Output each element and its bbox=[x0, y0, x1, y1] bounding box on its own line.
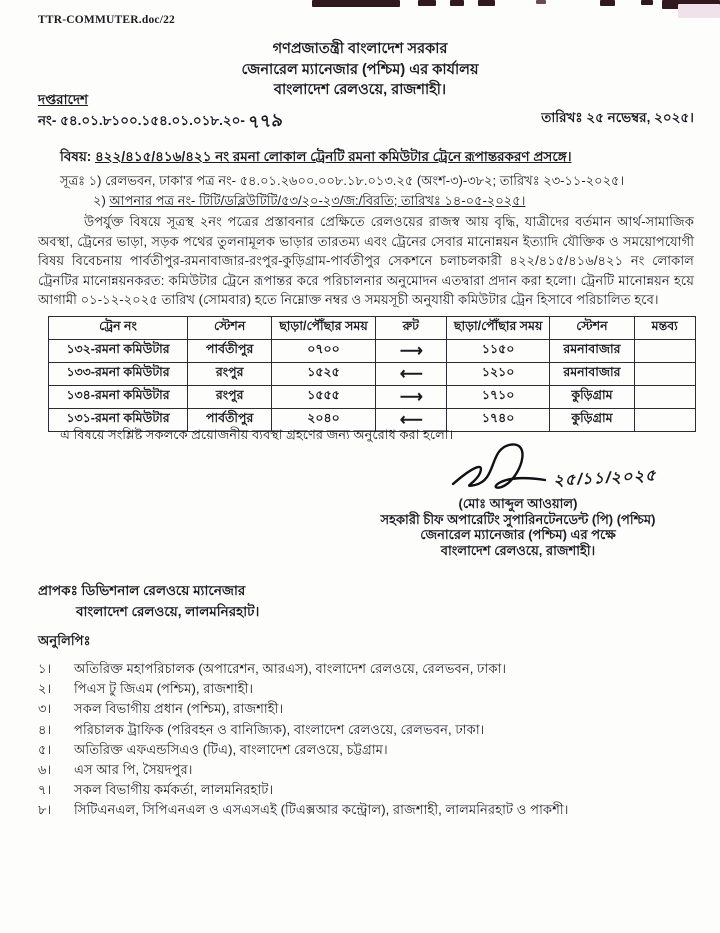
cc-item-number: ৫। bbox=[38, 741, 52, 757]
header-station-left: স্টেশন bbox=[188, 317, 272, 340]
station-cell: কুড়িগ্রাম bbox=[550, 409, 634, 432]
cc-item-text: সিটিএনএল, সিপিএনএল ও এসএসএই (টিএক্সআর কন্ট্রোল), রাজশাহী, লালমনিরহাট ও পাকশী। bbox=[74, 802, 569, 818]
reference-2-no: ২) bbox=[93, 192, 106, 208]
train-no-cell: ১৩৩-রমনা কমিউটার bbox=[49, 363, 188, 386]
table-row bbox=[49, 386, 696, 409]
cc-item bbox=[38, 740, 700, 760]
train-no-cell: ১৩২-রমনা কমিউটার bbox=[49, 340, 188, 363]
time-cell: ১৭১০ bbox=[446, 386, 550, 409]
table-row bbox=[49, 363, 696, 386]
recipient-line1: প্রাপকঃ ডিভিশনাল রেলওয়ে ম্যানেজার bbox=[38, 583, 246, 598]
cc-item-text: পরিচালক ট্রাফিক (পরিবহন ও বানিজ্যিক), বাংলাদেশ রেলওয়ে, রেলভবন, ঢাকা। bbox=[74, 721, 485, 737]
station-cell: পার্বতীপুর bbox=[188, 340, 272, 363]
train-no-cell: ১৩৪-রমনা কমিউটার bbox=[49, 386, 188, 409]
subject-text: ৪২২/৪১৫/৪১৬/৪২১ নং রমনা লোকাল ট্রেনটি রমনা কমিউটার ট্রেনে রূপান্তরকরণ প্রসঙ্গে। bbox=[95, 149, 572, 164]
train-schedule-table bbox=[48, 316, 696, 432]
time-cell: ০৭০০ bbox=[272, 340, 376, 363]
cc-item-number: ৮। bbox=[38, 802, 52, 818]
cc-item bbox=[38, 780, 700, 800]
time-cell: ২০৪০ bbox=[272, 409, 376, 432]
signatory-designation: সহকারী চীফ অপারেটিং সুপারিনটেনডেন্ট (পি) (পশ্চিম) bbox=[380, 511, 656, 527]
scan-artifact bbox=[478, 0, 495, 6]
train-no-cell: ১৩১-রমনা কমিউটার bbox=[49, 409, 188, 432]
route-arrow-left-icon: ⟵ bbox=[375, 409, 446, 432]
remarks-cell bbox=[634, 386, 696, 409]
header-time-left: ছাড়া/পৌঁছার সময় bbox=[272, 317, 376, 340]
cc-item-number: ৩। bbox=[38, 701, 52, 717]
scan-artifact bbox=[678, 4, 720, 18]
station-cell: রংপুর bbox=[188, 386, 272, 409]
cc-item-text: এস আর পি, সৈয়দপুর। bbox=[74, 762, 193, 778]
time-cell: ১১৫০ bbox=[446, 340, 550, 363]
order-type-label: দপ্তরাদেশ bbox=[38, 92, 89, 107]
header-remarks: মন্তব্য bbox=[634, 317, 696, 340]
cc-item-number: ৬। bbox=[38, 762, 52, 778]
signature-handwritten-date: ২৫/১১/২০২৫ bbox=[552, 467, 660, 490]
scan-artifact bbox=[418, 0, 436, 6]
station-cell: রমনাবাজার bbox=[550, 340, 634, 363]
letterhead-org: বাংলাদেশ রেলওয়ে, রাজশাহী। bbox=[273, 82, 447, 98]
scan-artifact bbox=[536, 0, 546, 4]
reference-1 bbox=[60, 171, 696, 191]
letterhead-office: জেনারেল ম্যানেজার (পশ্চিম) এর কার্যালয় bbox=[241, 61, 479, 78]
cc-item-number: ১। bbox=[38, 661, 52, 676]
signatory-name: (মোঃ আব্দুল আওয়াল) bbox=[458, 496, 578, 511]
time-cell: ১৫২৫ bbox=[272, 363, 376, 386]
subject-label: বিষয়: bbox=[60, 149, 92, 164]
header-time-right: ছাড়া/পৌঁছার সময় bbox=[446, 317, 550, 340]
recipient-line2: বাংলাদেশ রেলওয়ে, লালমনিরহাট। bbox=[76, 604, 260, 619]
reference-2 bbox=[60, 191, 696, 211]
time-cell: ১৫৫৫ bbox=[272, 386, 376, 409]
reference-1-text: ১) রেলভবন, ঢাকা'র পত্র নং- ৫৪.০১.২৬০০.০০৮.১৮.০১৩.২৫ (অংশ-৩)-৩৮২; তারিখঃ ২৩-১১-২০২৫। bbox=[88, 173, 625, 188]
cc-item-number: ৪। bbox=[38, 721, 52, 737]
letterhead-government: গণপ্রজাতন্ত্রী বাংলাদেশ সরকার bbox=[272, 41, 448, 57]
scan-artifact bbox=[312, 0, 400, 7]
cc-label: অনুলিপিঃ bbox=[38, 633, 91, 648]
remarks-cell bbox=[634, 363, 696, 386]
letter-body: উপর্যুক্ত বিষয়ে সূত্রস্থ ২নং পত্রের প্রস্তাবনার প্রেক্ষিতে রেলওয়ের রাজস্ব আয় বৃদ্ধি, যাত্রীদের বর্তমান আর্থ-সামাজিক অবস্থা, ট্রেনের ভাড়া, সড়ক পথের তুলনামূলক ভাড়ার তারতম্য এবং ট্রেনের সেবার মানোন্নয়ন ইত্যাদি যৌক্তিক ও সময়োপযোগী বিষয় বিবেচনায় পার্বতীপুর-রমনাবাজার-রংপুর-কুড়িগ্রাম-পার্বতীপুর সেকশনে চলাচলকারী ৪২২/৪১৫/৪১৬/৪২১ নং লোকাল ট্রেনটির মানোন্নয়নকরত: কমিউটার ট্রেনে রূপান্তর করে পরিচালনার অনুমোদন এতদ্বারা প্রদান করা হলো। ট্রেনটি মানোন্নয়ন হয়ে আগামী ০১-১২-২০২৫ তারিখ (সোমবার) হতে নিম্নোক্ত নম্বর ও সময়সূচী অনুযায়ী কমিউটার ট্রেন হিসাবে পরিচালিত হবে। bbox=[38, 214, 694, 308]
header-station-right: স্টেশন bbox=[550, 317, 634, 340]
cc-item-text: অতিরিক্ত এফএন্ডসিএও (টিএ), বাংলাদেশ রেলওয়ে, চট্টগ্রাম। bbox=[74, 741, 388, 757]
scan-artifact bbox=[600, 0, 615, 6]
station-cell: কুড়িগ্রাম bbox=[550, 386, 634, 409]
signatory-on-behalf: জেনারেল ম্যানেজার (পশ্চিম) এর পক্ষে bbox=[420, 527, 616, 542]
signature-block bbox=[338, 438, 698, 558]
cc-item-text: সকল বিভাগীয় কর্মকর্তা, লালমনিরহাট। bbox=[74, 782, 274, 798]
cc-item bbox=[38, 659, 700, 679]
subject-line bbox=[60, 146, 690, 169]
cc-item bbox=[38, 679, 700, 699]
issue-date: তারিখঃ ২৫ নভেম্বর, ২০২৫। bbox=[541, 110, 694, 125]
remarks-cell bbox=[634, 340, 696, 363]
header-route: রুট bbox=[375, 317, 446, 340]
scan-artifact bbox=[450, 0, 464, 6]
route-arrow-right-icon: ⟶ bbox=[375, 340, 446, 363]
route-arrow-left-icon: ⟵ bbox=[375, 363, 446, 386]
cc-item-text: সকল বিভাগীয় প্রধান (পশ্চিম), রাজশাহী। bbox=[74, 701, 284, 717]
signatory-details bbox=[338, 496, 698, 558]
route-arrow-right-icon: ⟶ bbox=[375, 386, 446, 409]
memo-number-printed: নং- ৫৪.০১.৮১০০.১৫৪.০১.০১৮.২০- bbox=[38, 113, 245, 128]
recipient-block bbox=[38, 580, 259, 622]
memo-number bbox=[38, 107, 283, 138]
reference-label: সূত্রঃ bbox=[60, 173, 86, 188]
cc-item-text: অতিরিক্ত মহাপরিচালক (অপারেশন, আরএস), বাংলাদেশ রেলওয়ে, রেলভবন, ঢাকা। bbox=[74, 661, 507, 676]
table-row bbox=[49, 340, 696, 363]
cc-item-text: পিএস টু জিএম (পশ্চিম), রাজশাহী। bbox=[74, 681, 254, 697]
station-cell: পার্বতীপুর bbox=[188, 409, 272, 432]
station-cell: রমনাবাজার bbox=[550, 363, 634, 386]
cc-item bbox=[38, 760, 700, 780]
scan-artifact bbox=[641, 0, 653, 5]
cc-item bbox=[38, 800, 700, 820]
cc-list bbox=[38, 631, 700, 821]
letterhead bbox=[0, 39, 720, 101]
signature-ink-icon bbox=[449, 440, 569, 496]
reference-2-text: আপনার পত্র নং- টিটি/ডব্লিউটিটি/৫৩/২০-২৩/জ:/বিরতি; তারিখঃ ১৪-০৫-২০২৫। bbox=[109, 192, 526, 208]
cc-item-number: ২। bbox=[38, 681, 52, 697]
time-cell: ১২১০ bbox=[446, 363, 550, 386]
station-cell: রংপুর bbox=[188, 363, 272, 386]
reference-number-row bbox=[38, 107, 694, 138]
signatory-org: বাংলাদেশ রেলওয়ে, রাজশাহী। bbox=[440, 542, 596, 558]
closing-request-line: এ বিষয়ে সংশ্লিষ্ট সকলকে প্রয়োজনীয় ব্যবস্থা গ্রহণের জন্য অনুরোধ করা হলো। bbox=[60, 427, 454, 442]
cc-item bbox=[38, 720, 700, 740]
file-reference: TTR-COMMUTER.doc/22 bbox=[38, 14, 176, 26]
signature-scribble bbox=[408, 438, 698, 496]
time-cell: ১৭৪০ bbox=[446, 409, 550, 432]
reference-list bbox=[60, 171, 696, 210]
cc-item-number: ৭। bbox=[38, 782, 52, 798]
table-header-row bbox=[49, 317, 696, 340]
cc-item bbox=[38, 699, 700, 719]
header-train-no: ট্রেন নং bbox=[49, 317, 188, 340]
handwritten-ref-number: ৭৭৯ bbox=[247, 109, 284, 133]
